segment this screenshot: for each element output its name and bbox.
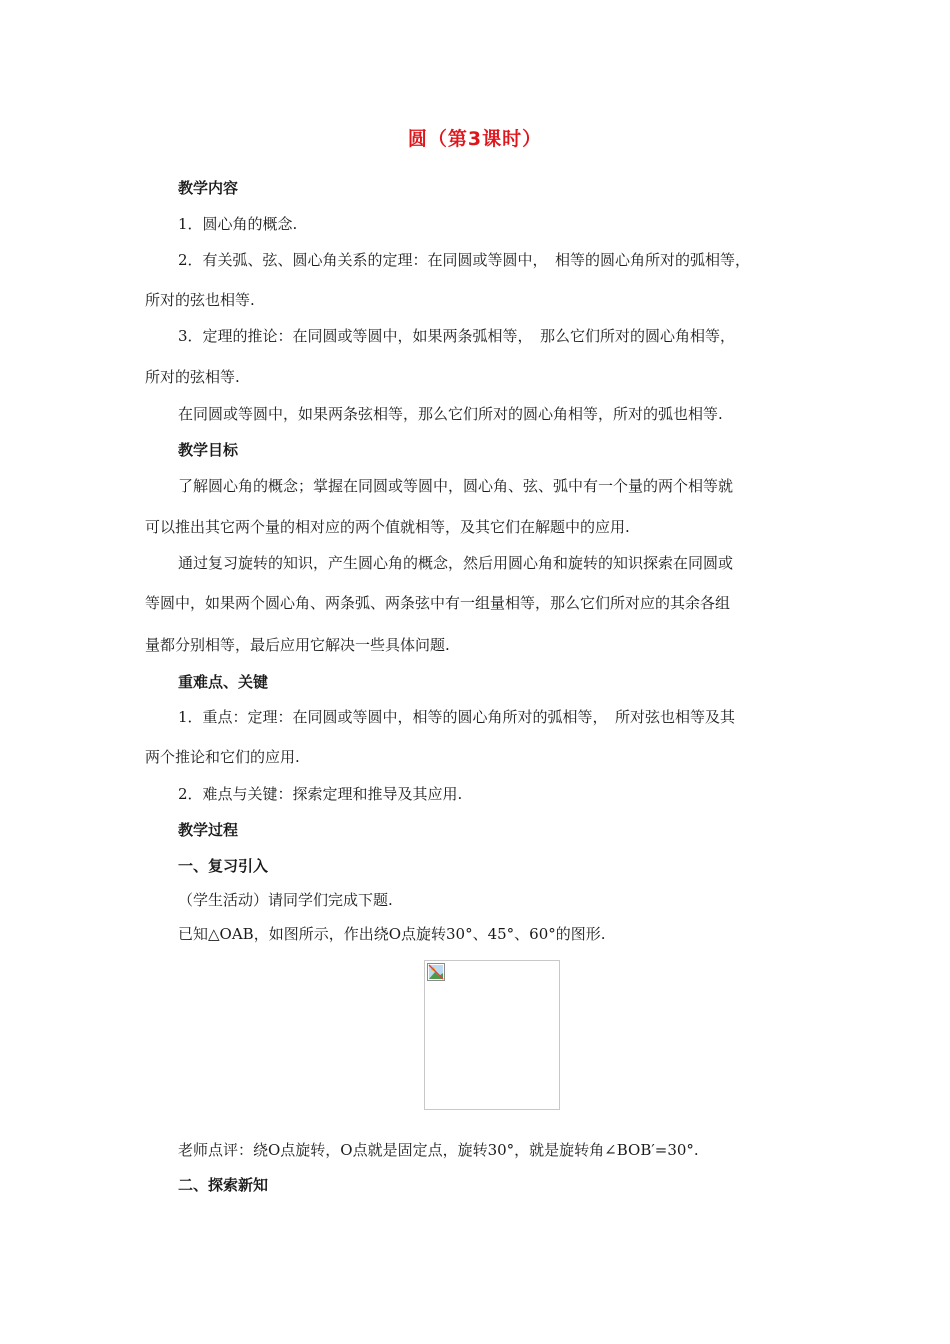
content-item-3-line-1: 3．定理的推论：在同圆或等圆中，如果两条弧相等， 那么它们所对的圆心角相等，: [178, 327, 736, 345]
content-item-2-line-2: 所对的弦也相等.: [145, 291, 255, 309]
heading-content: 教学内容: [178, 179, 239, 197]
content-item-2-line-1: 2．有关弧、弦、圆心角关系的定理：在同圆或等圆中， 相等的圆心角所对的弧相等，: [178, 251, 751, 269]
goals-p2-line-3: 量都分别相等，最后应用它解决一些具体问题.: [145, 636, 450, 654]
keypoint-2: 2．难点与关键：探索定理和推导及其应用.: [178, 785, 463, 803]
triangle-figure-placeholder: [424, 960, 560, 1110]
content-item-3-line-3: 在同圆或等圆中，如果两条弦相等，那么它们所对的圆心角相等，所对的弧也相等.: [178, 405, 723, 423]
teacher-comment: 老师点评：绕O点旋转，O点就是固定点，旋转30°，就是旋转角∠BOB′=30°.: [178, 1141, 699, 1159]
goals-p1-line-2: 可以推出其它两个量的相对应的两个值就相等，及其它们在解题中的应用.: [145, 518, 630, 536]
content-item-3-line-2: 所对的弦相等.: [145, 368, 240, 386]
heading-process: 教学过程: [178, 821, 239, 839]
broken-image-icon: [427, 963, 445, 981]
page-title: 圆（第3课时）: [407, 128, 543, 150]
section-explore: 二、探索新知: [178, 1176, 269, 1194]
review-question: 已知△OAB，如图所示，作出绕O点旋转30°、45°、60°的图形.: [178, 925, 606, 943]
heading-goals: 教学目标: [178, 441, 239, 459]
content-item-1: 1．圆心角的概念.: [178, 215, 298, 233]
keypoint-1-line-1: 1．重点：定理：在同圆或等圆中，相等的圆心角所对的弧相等， 所对弦也相等及其: [178, 708, 736, 726]
goals-p2-line-1: 通过复习旋转的知识，产生圆心角的概念，然后用圆心角和旋转的知识探索在同圆或: [178, 554, 734, 572]
heading-keypoints: 重难点、关键: [178, 673, 269, 691]
keypoint-1-line-2: 两个推论和它们的应用.: [145, 748, 300, 766]
goals-p1-line-1: 了解圆心角的概念；掌握在同圆或等圆中，圆心角、弦、弧中有一个量的两个相等就: [178, 477, 734, 495]
student-activity: （学生活动）请同学们完成下题.: [178, 891, 393, 909]
section-review: 一、复习引入: [178, 857, 269, 875]
goals-p2-line-2: 等圆中，如果两个圆心角、两条弧、两条弦中有一组量相等，那么它们所对应的其余各组: [145, 594, 731, 612]
